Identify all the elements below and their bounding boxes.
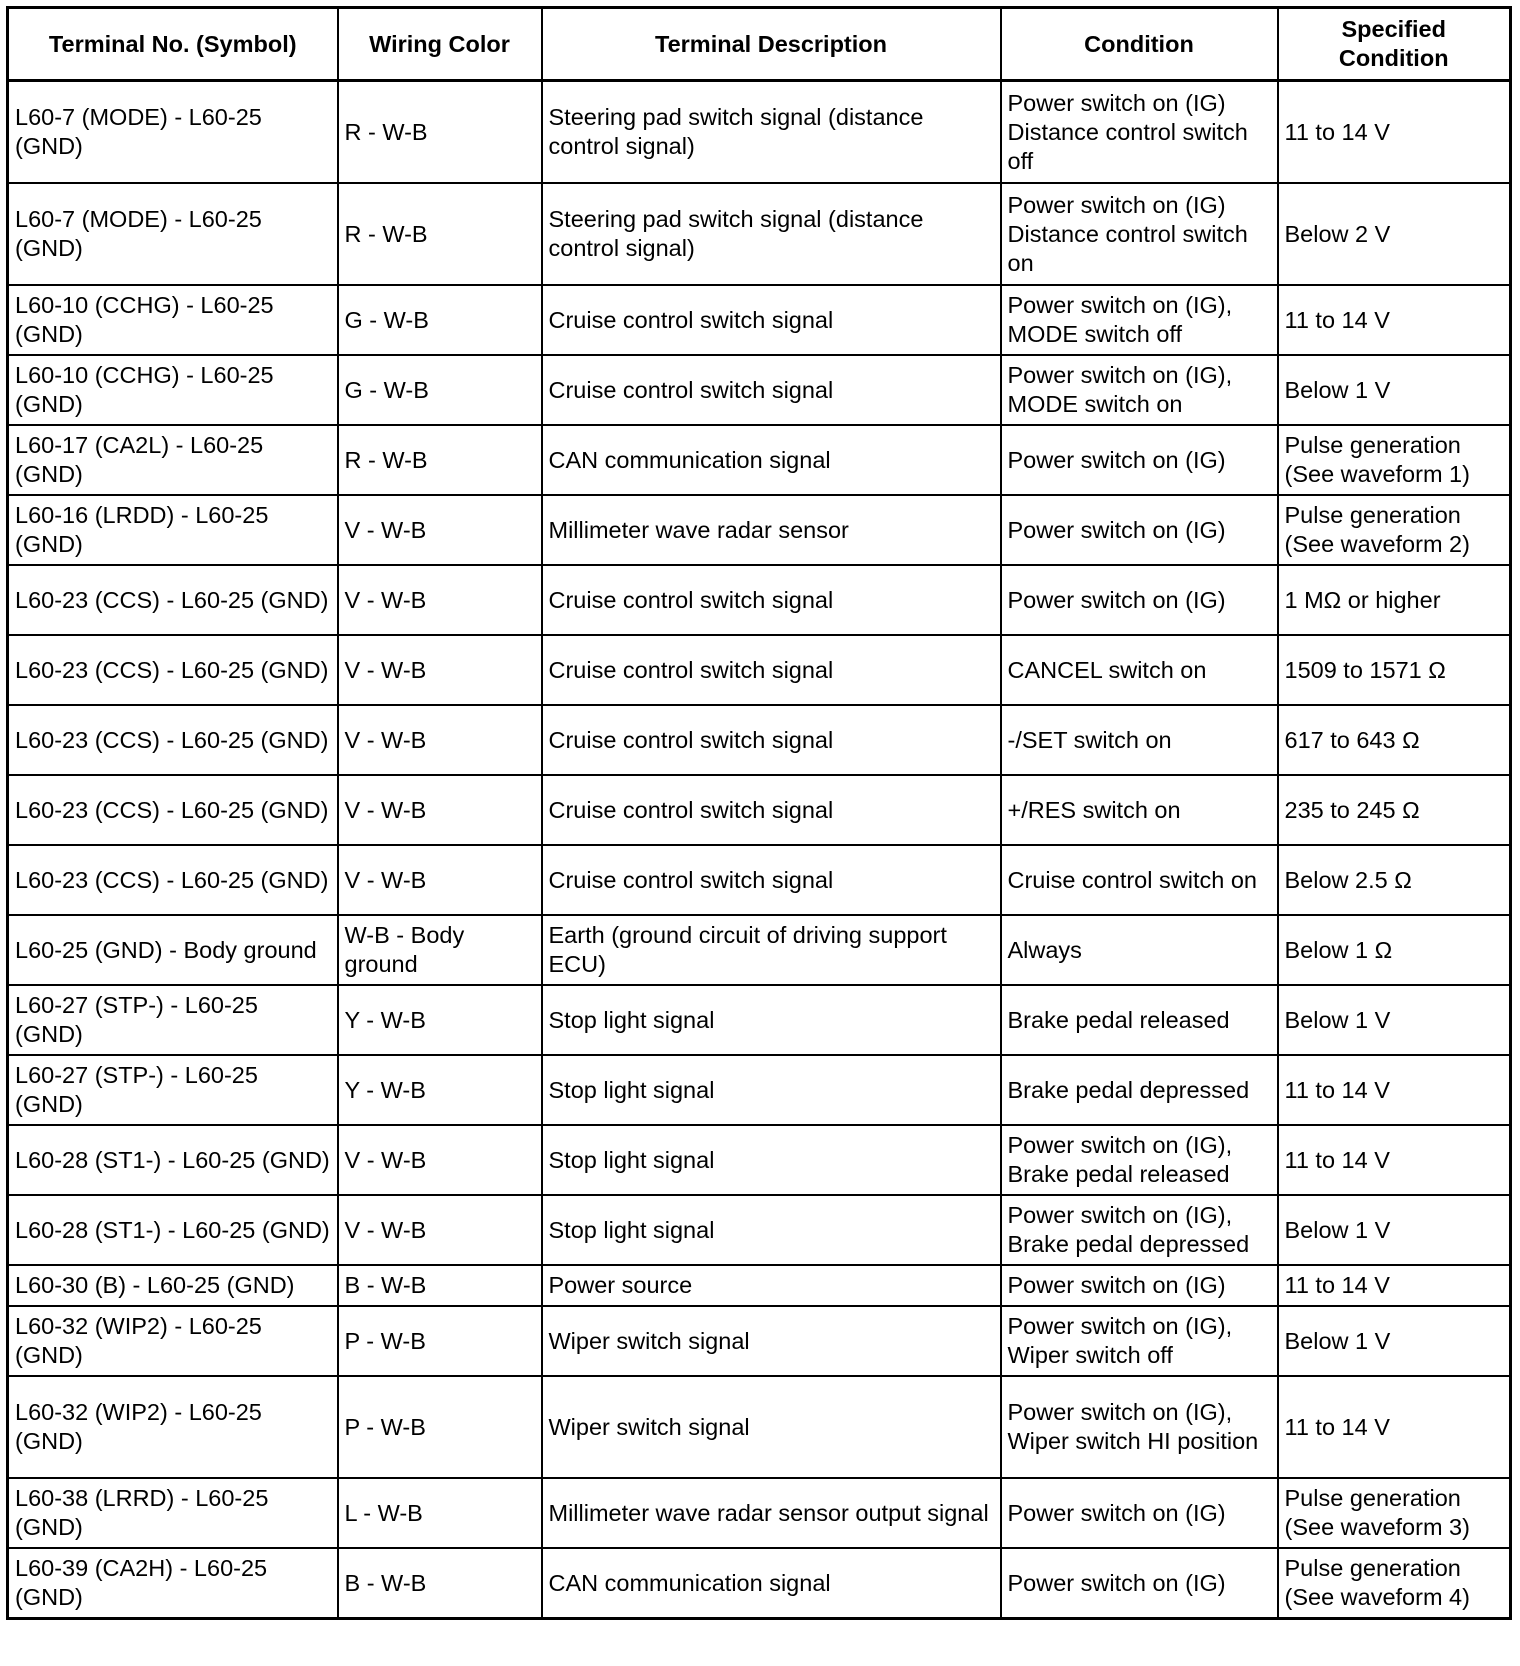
header-terminal: Terminal No. (Symbol) [8,8,338,81]
cell-terminal: L60-10 (CCHG) - L60-25 (GND) [8,355,338,425]
cell-wiring-color: V - W-B [338,635,542,705]
table-row [8,495,1511,565]
table-row [8,1265,1511,1306]
cell-specified: Below 1 V [1278,1195,1511,1265]
cell-description: Stop light signal [542,985,1001,1055]
cell-specified: 11 to 14 V [1278,1376,1511,1478]
cell-condition: Brake pedal released [1001,985,1278,1055]
cell-wiring-color: Y - W-B [338,985,542,1055]
cell-condition: Power switch on (IG) [1001,1478,1278,1548]
cell-condition: Power switch on (IG) [1001,425,1278,495]
cell-description: Cruise control switch signal [542,705,1001,775]
header-condition: Condition [1001,8,1278,81]
table-row [8,915,1511,985]
cell-specified: Below 1 Ω [1278,915,1511,985]
cell-condition: Power switch on (IG) [1001,495,1278,565]
cell-condition: Power switch on (IG), MODE switch off [1001,285,1278,355]
table-body [8,81,1511,1619]
cell-wiring-color: Y - W-B [338,1055,542,1125]
cell-terminal: L60-23 (CCS) - L60-25 (GND) [8,845,338,915]
table-row [8,1376,1511,1478]
cell-description: Millimeter wave radar sensor output signal [542,1478,1001,1548]
cell-wiring-color: P - W-B [338,1306,542,1376]
cell-wiring-color: V - W-B [338,705,542,775]
cell-terminal: L60-23 (CCS) - L60-25 (GND) [8,565,338,635]
cell-description: Stop light signal [542,1195,1001,1265]
cell-description: Cruise control switch signal [542,775,1001,845]
cell-specified: Below 2.5 Ω [1278,845,1511,915]
table-row [8,285,1511,355]
cell-wiring-color: V - W-B [338,775,542,845]
cell-specified: Below 1 V [1278,985,1511,1055]
cell-description: Power source [542,1265,1001,1306]
header-row [8,8,1511,81]
cell-condition: Power switch on (IG), Wiper switch HI position [1001,1376,1278,1478]
cell-specified: Pulse generation (See waveform 2) [1278,495,1511,565]
cell-condition: -/SET switch on [1001,705,1278,775]
cell-description: Cruise control switch signal [542,285,1001,355]
cell-specified: 11 to 14 V [1278,81,1511,184]
cell-wiring-color: P - W-B [338,1376,542,1478]
cell-terminal: L60-32 (WIP2) - L60-25 (GND) [8,1376,338,1478]
table-row [8,81,1511,184]
cell-terminal: L60-28 (ST1-) - L60-25 (GND) [8,1125,338,1195]
cell-description: Cruise control switch signal [542,355,1001,425]
cell-specified: Below 1 V [1278,355,1511,425]
cell-description: Earth (ground circuit of driving support ECU) [542,915,1001,985]
cell-specified: 11 to 14 V [1278,1125,1511,1195]
cell-condition: Cruise control switch on [1001,845,1278,915]
cell-wiring-color: V - W-B [338,495,542,565]
cell-wiring-color: V - W-B [338,845,542,915]
cell-wiring-color: L - W-B [338,1478,542,1548]
cell-condition: Brake pedal depressed [1001,1055,1278,1125]
table-row [8,845,1511,915]
cell-wiring-color: G - W-B [338,355,542,425]
cell-wiring-color: V - W-B [338,1195,542,1265]
cell-terminal: L60-30 (B) - L60-25 (GND) [8,1265,338,1306]
cell-condition: Power switch on (IG), Brake pedal released [1001,1125,1278,1195]
cell-wiring-color: B - W-B [338,1548,542,1619]
cell-description: Cruise control switch signal [542,845,1001,915]
cell-condition: Power switch on (IG), Wiper switch off [1001,1306,1278,1376]
cell-terminal: L60-28 (ST1-) - L60-25 (GND) [8,1195,338,1265]
table-row [8,1195,1511,1265]
cell-condition: Power switch on (IG), MODE switch on [1001,355,1278,425]
table-row [8,1548,1511,1619]
table-row [8,1306,1511,1376]
cell-terminal: L60-7 (MODE) - L60-25 (GND) [8,183,338,285]
cell-terminal: L60-16 (LRDD) - L60-25 (GND) [8,495,338,565]
table-row [8,1055,1511,1125]
cell-specified: 235 to 245 Ω [1278,775,1511,845]
cell-specified: 1 MΩ or higher [1278,565,1511,635]
cell-description: Steering pad switch signal (distance control signal) [542,81,1001,184]
table-row [8,1125,1511,1195]
cell-wiring-color: W-B - Body ground [338,915,542,985]
header-wiring-color: Wiring Color [338,8,542,81]
cell-terminal: L60-23 (CCS) - L60-25 (GND) [8,775,338,845]
cell-specified: Below 2 V [1278,183,1511,285]
cell-description: Wiper switch signal [542,1306,1001,1376]
cell-condition: Power switch on (IG) Distance control switch off [1001,81,1278,184]
cell-terminal: L60-7 (MODE) - L60-25 (GND) [8,81,338,184]
cell-specified: 11 to 14 V [1278,285,1511,355]
cell-wiring-color: V - W-B [338,1125,542,1195]
cell-description: Cruise control switch signal [542,565,1001,635]
terminal-table [6,6,1512,1620]
cell-description: Stop light signal [542,1125,1001,1195]
cell-specified: 11 to 14 V [1278,1055,1511,1125]
table-row [8,425,1511,495]
table-row [8,775,1511,845]
header-specified-condition: Specified Condition [1278,8,1511,81]
cell-condition: Power switch on (IG) [1001,565,1278,635]
cell-wiring-color: R - W-B [338,81,542,184]
cell-specified: 11 to 14 V [1278,1265,1511,1306]
cell-wiring-color: V - W-B [338,565,542,635]
header-terminal-description: Terminal Description [542,8,1001,81]
cell-terminal: L60-10 (CCHG) - L60-25 (GND) [8,285,338,355]
cell-specified: Pulse generation (See waveform 4) [1278,1548,1511,1619]
cell-description: Stop light signal [542,1055,1001,1125]
cell-condition: Power switch on (IG), Brake pedal depressed [1001,1195,1278,1265]
cell-terminal: L60-23 (CCS) - L60-25 (GND) [8,635,338,705]
cell-terminal: L60-17 (CA2L) - L60-25 (GND) [8,425,338,495]
cell-wiring-color: R - W-B [338,425,542,495]
cell-terminal: L60-27 (STP-) - L60-25 (GND) [8,985,338,1055]
cell-specified: Pulse generation (See waveform 1) [1278,425,1511,495]
cell-terminal: L60-39 (CA2H) - L60-25 (GND) [8,1548,338,1619]
cell-terminal: L60-23 (CCS) - L60-25 (GND) [8,705,338,775]
cell-specified: Pulse generation (See waveform 3) [1278,1478,1511,1548]
cell-terminal: L60-32 (WIP2) - L60-25 (GND) [8,1306,338,1376]
table-row [8,1478,1511,1548]
cell-condition: Always [1001,915,1278,985]
cell-condition: +/RES switch on [1001,775,1278,845]
cell-condition: Power switch on (IG) Distance control switch on [1001,183,1278,285]
table-row [8,565,1511,635]
cell-condition: Power switch on (IG) [1001,1265,1278,1306]
cell-specified: 1509 to 1571 Ω [1278,635,1511,705]
cell-specified: 617 to 643 Ω [1278,705,1511,775]
cell-terminal: L60-27 (STP-) - L60-25 (GND) [8,1055,338,1125]
cell-wiring-color: B - W-B [338,1265,542,1306]
cell-condition: Power switch on (IG) [1001,1548,1278,1619]
cell-wiring-color: G - W-B [338,285,542,355]
table-header [8,8,1511,81]
cell-terminal: L60-38 (LRRD) - L60-25 (GND) [8,1478,338,1548]
cell-description: CAN communication signal [542,425,1001,495]
cell-description: Wiper switch signal [542,1376,1001,1478]
cell-description: Millimeter wave radar sensor [542,495,1001,565]
table-row [8,635,1511,705]
cell-wiring-color: R - W-B [338,183,542,285]
cell-description: CAN communication signal [542,1548,1001,1619]
cell-terminal: L60-25 (GND) - Body ground [8,915,338,985]
table-row [8,355,1511,425]
table-row [8,183,1511,285]
cell-specified: Below 1 V [1278,1306,1511,1376]
table-row [8,985,1511,1055]
cell-description: Steering pad switch signal (distance control signal) [542,183,1001,285]
cell-description: Cruise control switch signal [542,635,1001,705]
table-row [8,705,1511,775]
cell-condition: CANCEL switch on [1001,635,1278,705]
